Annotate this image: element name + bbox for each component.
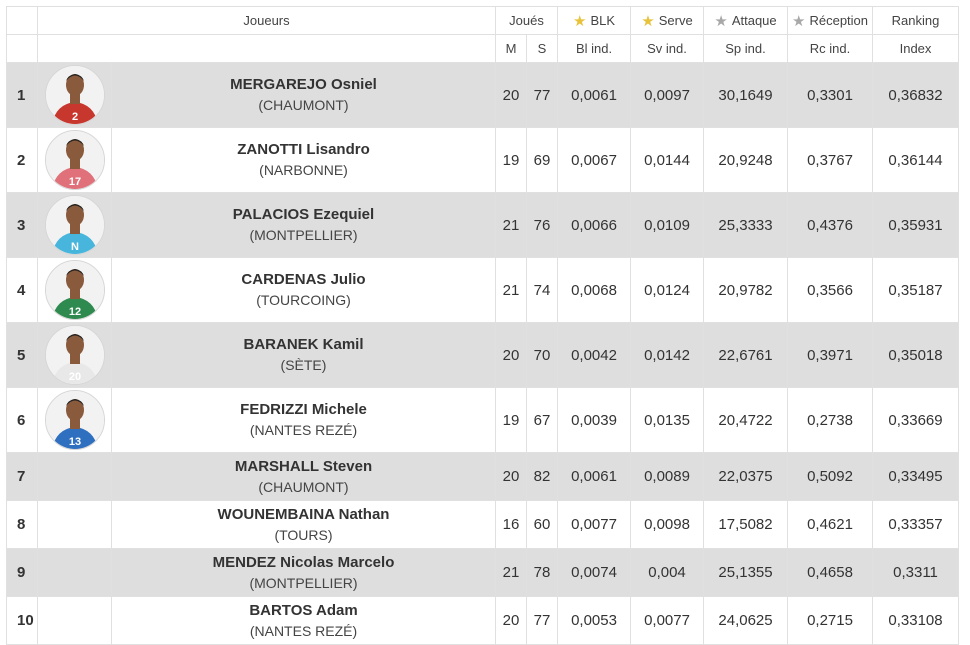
attack-index-cell: 22,0375 — [704, 453, 788, 501]
sets-cell: 82 — [527, 453, 558, 501]
block-index-cell: 0,0042 — [558, 323, 631, 388]
reception-index-cell: 0,4658 — [788, 549, 873, 597]
photo-cell — [38, 388, 112, 453]
reception-index-cell: 0,5092 — [788, 453, 873, 501]
jersey-number: 12 — [68, 306, 81, 318]
sets-cell: 77 — [527, 597, 558, 645]
serve-index-cell: 0,0089 — [631, 453, 704, 501]
rank-cell: 2 — [7, 128, 38, 193]
ranking-table-container — [6, 6, 958, 645]
reception-index-cell: 0,4376 — [788, 193, 873, 258]
jersey-number: N — [70, 241, 79, 253]
header-serve-label: Serve — [658, 12, 693, 28]
subheader-m[interactable]: M — [496, 35, 527, 63]
header-ranking[interactable]: Ranking — [873, 7, 959, 35]
player-club: (TOURS) — [274, 526, 333, 543]
table-row[interactable] — [7, 388, 959, 453]
block-index-cell: 0,0053 — [558, 597, 631, 645]
sets-cell: 69 — [527, 128, 558, 193]
photo-cell — [38, 323, 112, 388]
player-photo — [45, 325, 105, 385]
ranking-index-cell: 0,36144 — [873, 128, 959, 193]
header-players[interactable]: Joueurs — [38, 7, 496, 35]
photo-cell — [38, 453, 112, 501]
sets-cell: 78 — [527, 549, 558, 597]
attack-index-cell: 20,9782 — [704, 258, 788, 323]
player-avatar-icon — [46, 131, 104, 189]
table-header — [7, 7, 959, 63]
player-cell[interactable] — [112, 388, 496, 453]
player-club: (MONTPELLIER) — [249, 574, 358, 591]
photo-cell — [38, 193, 112, 258]
rank-cell: 10 — [7, 597, 38, 645]
attack-index-cell: 20,9248 — [704, 128, 788, 193]
header-attack[interactable] — [704, 7, 788, 35]
player-name[interactable]: MERGAREJO Osniel — [230, 76, 377, 93]
attack-index-cell: 20,4722 — [704, 388, 788, 453]
player-photo — [45, 195, 105, 255]
table-row[interactable] — [7, 63, 959, 128]
player-photo — [45, 65, 105, 125]
sets-cell: 77 — [527, 63, 558, 128]
sets-cell: 74 — [527, 258, 558, 323]
ranking-index-cell: 0,36832 — [873, 63, 959, 128]
ranking-index-cell: 0,33357 — [873, 501, 959, 549]
rank-cell: 9 — [7, 549, 38, 597]
player-club: (NANTES REZÉ) — [249, 422, 358, 438]
ranking-index-cell: 0,35018 — [873, 323, 959, 388]
player-club: (NANTES REZÉ) — [249, 622, 358, 639]
block-index-cell: 0,0066 — [558, 193, 631, 258]
matches-cell: 16 — [496, 501, 527, 549]
rank-cell: 6 — [7, 388, 38, 453]
player-cell[interactable] — [112, 597, 496, 645]
serve-index-cell: 0,0098 — [631, 501, 704, 549]
jersey-number: 20 — [68, 371, 81, 383]
table-row[interactable] — [7, 258, 959, 323]
matches-cell: 20 — [496, 453, 527, 501]
player-club: (MONTPELLIER) — [249, 227, 358, 243]
attack-index-cell: 30,1649 — [704, 63, 788, 128]
reception-index-cell: 0,3301 — [788, 63, 873, 128]
sets-cell: 60 — [527, 501, 558, 549]
rank-cell: 5 — [7, 323, 38, 388]
player-cell[interactable] — [112, 323, 496, 388]
subheader-empty — [38, 35, 496, 63]
player-cell[interactable] — [112, 193, 496, 258]
table-row[interactable] — [7, 501, 959, 549]
header-attack-label: Attaque — [731, 12, 777, 28]
header-serve[interactable] — [631, 7, 704, 35]
table-row[interactable] — [7, 323, 959, 388]
table-row[interactable] — [7, 549, 959, 597]
table-body — [7, 63, 959, 645]
sets-cell: 76 — [527, 193, 558, 258]
block-index-cell: 0,0077 — [558, 501, 631, 549]
reception-index-cell: 0,3767 — [788, 128, 873, 193]
serve-index-cell: 0,0144 — [631, 128, 704, 193]
star-icon: ★ — [792, 12, 806, 30]
matches-cell: 20 — [496, 597, 527, 645]
reception-index-cell: 0,2738 — [788, 388, 873, 453]
ranking-index-cell: 0,33108 — [873, 597, 959, 645]
attack-index-cell: 22,6761 — [704, 323, 788, 388]
player-name[interactable]: CARDENAS Julio — [241, 271, 366, 288]
block-index-cell: 0,0068 — [558, 258, 631, 323]
reception-index-cell: 0,3566 — [788, 258, 873, 323]
matches-cell: 21 — [496, 258, 527, 323]
player-name[interactable]: ZANOTTI Lisandro — [237, 141, 370, 158]
player-cell[interactable] — [112, 63, 496, 128]
subheader-rc-ind[interactable]: Rc ind. — [788, 35, 873, 63]
block-index-cell: 0,0074 — [558, 549, 631, 597]
serve-index-cell: 0,004 — [631, 549, 704, 597]
reception-index-cell: 0,2715 — [788, 597, 873, 645]
player-avatar-icon — [46, 196, 104, 254]
photo-cell — [38, 549, 112, 597]
jersey-number: 17 — [68, 176, 81, 188]
jersey-number: 2 — [71, 111, 78, 123]
ranking-index-cell: 0,33669 — [873, 388, 959, 453]
subheader-sp-ind[interactable]: Sp ind. — [704, 35, 788, 63]
player-ranking-table — [6, 6, 959, 645]
table-row[interactable] — [7, 597, 959, 645]
star-icon: ★ — [714, 12, 728, 30]
subheader-index[interactable]: Index — [873, 35, 959, 63]
star-icon: ★ — [641, 12, 655, 30]
player-avatar-icon — [46, 66, 104, 124]
player-club: (SÈTE) — [280, 357, 327, 373]
player-club: (NARBONNE) — [259, 162, 348, 178]
block-index-cell: 0,0061 — [558, 63, 631, 128]
block-index-cell: 0,0067 — [558, 128, 631, 193]
subheader-empty — [7, 35, 38, 63]
player-photo — [45, 390, 105, 450]
matches-cell: 19 — [496, 388, 527, 453]
matches-cell: 20 — [496, 323, 527, 388]
rank-cell: 1 — [7, 63, 38, 128]
star-icon: ★ — [573, 12, 587, 30]
player-avatar-icon — [46, 326, 104, 384]
player-photo — [45, 130, 105, 190]
photo-cell — [38, 597, 112, 645]
player-club: (TOURCOING) — [256, 292, 351, 308]
attack-index-cell: 25,3333 — [704, 193, 788, 258]
player-cell[interactable] — [112, 258, 496, 323]
reception-index-cell: 0,3971 — [788, 323, 873, 388]
player-name[interactable]: BARANEK Kamil — [243, 336, 364, 353]
player-cell[interactable] — [112, 453, 496, 501]
sets-cell: 70 — [527, 323, 558, 388]
serve-index-cell: 0,0124 — [631, 258, 704, 323]
player-name[interactable]: BARTOS Adam — [249, 601, 358, 619]
matches-cell: 21 — [496, 549, 527, 597]
player-name[interactable]: PALACIOS Ezequiel — [232, 206, 375, 223]
header-rank — [7, 7, 38, 35]
table-row[interactable] — [7, 193, 959, 258]
matches-cell: 19 — [496, 128, 527, 193]
header-blk-label: BLK — [590, 12, 616, 28]
rank-cell: 8 — [7, 501, 38, 549]
serve-index-cell: 0,0135 — [631, 388, 704, 453]
player-avatar-icon — [46, 261, 104, 319]
rank-cell: 3 — [7, 193, 38, 258]
player-name[interactable]: WOUNEMBAINA Nathan — [217, 505, 390, 523]
block-index-cell: 0,0061 — [558, 453, 631, 501]
header-blk[interactable] — [558, 7, 631, 35]
subheader-sv-ind[interactable]: Sv ind. — [631, 35, 704, 63]
attack-index-cell: 24,0625 — [704, 597, 788, 645]
ranking-index-cell: 0,35931 — [873, 193, 959, 258]
photo-cell — [38, 63, 112, 128]
jersey-number: 13 — [68, 436, 81, 448]
rank-cell: 7 — [7, 453, 38, 501]
player-cell[interactable] — [112, 549, 496, 597]
player-club: (CHAUMONT) — [258, 97, 349, 113]
serve-index-cell: 0,0077 — [631, 597, 704, 645]
attack-index-cell: 25,1355 — [704, 549, 788, 597]
header-reception[interactable] — [788, 7, 873, 35]
rank-cell: 4 — [7, 258, 38, 323]
player-name[interactable]: FEDRIZZI Michele — [240, 401, 367, 418]
matches-cell: 21 — [496, 193, 527, 258]
reception-index-cell: 0,4621 — [788, 501, 873, 549]
player-avatar-icon — [46, 391, 104, 449]
ranking-index-cell: 0,33495 — [873, 453, 959, 501]
subheader-s[interactable]: S — [527, 35, 558, 63]
photo-cell — [38, 128, 112, 193]
sets-cell: 67 — [527, 388, 558, 453]
player-cell[interactable] — [112, 501, 496, 549]
ranking-index-cell: 0,35187 — [873, 258, 959, 323]
photo-cell — [38, 258, 112, 323]
header-played[interactable]: Joués — [496, 7, 558, 35]
player-name[interactable]: MENDEZ Nicolas Marcelo — [212, 553, 395, 571]
photo-cell — [38, 501, 112, 549]
ranking-index-cell: 0,3311 — [873, 549, 959, 597]
header-reception-label: Réception — [809, 12, 869, 28]
attack-index-cell: 17,5082 — [704, 501, 788, 549]
block-index-cell: 0,0039 — [558, 388, 631, 453]
serve-index-cell: 0,0142 — [631, 323, 704, 388]
matches-cell: 20 — [496, 63, 527, 128]
player-photo — [45, 260, 105, 320]
serve-index-cell: 0,0109 — [631, 193, 704, 258]
subheader-bl-ind[interactable]: Bl ind. — [558, 35, 631, 63]
player-cell[interactable] — [112, 128, 496, 193]
serve-index-cell: 0,0097 — [631, 63, 704, 128]
table-row[interactable] — [7, 453, 959, 501]
player-name[interactable]: MARSHALL Steven — [234, 457, 373, 475]
player-club: (CHAUMONT) — [258, 478, 349, 495]
table-row[interactable] — [7, 128, 959, 193]
